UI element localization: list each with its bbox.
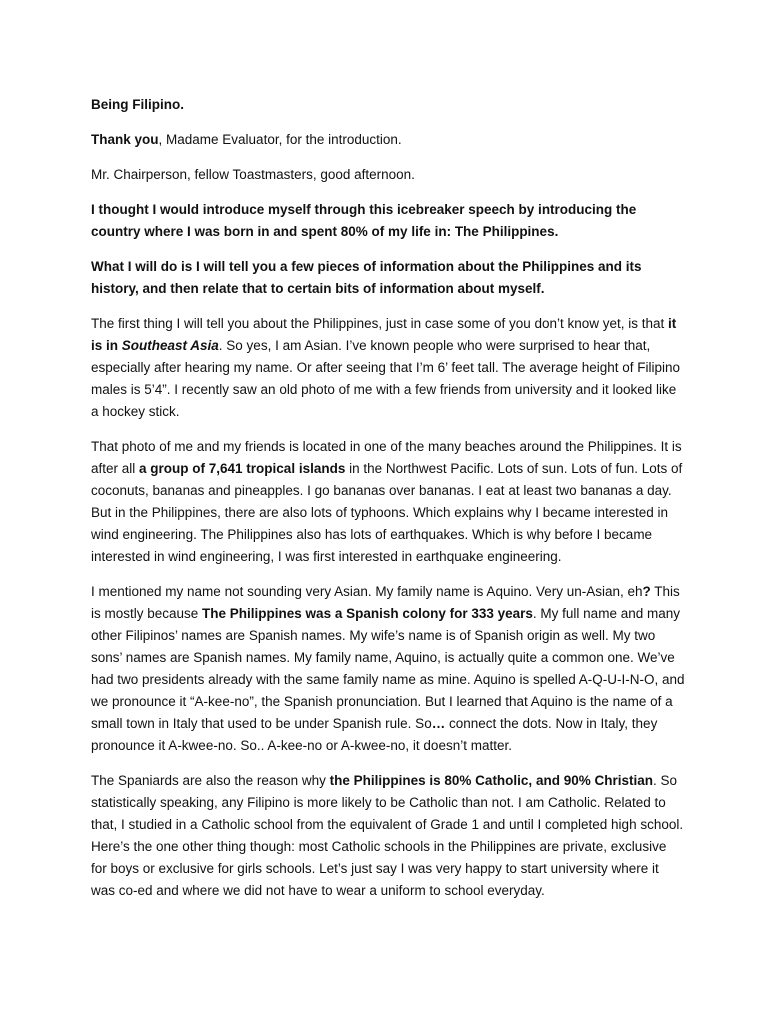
text-segment: the Philippines is 80% Catholic, and 90% Christian [329, 773, 653, 788]
text-segment: The Philippines was a Spanish colony for 333 years [202, 606, 533, 621]
text-segment: Being Filipino. [91, 97, 184, 112]
text-segment: The first thing I will tell you about the Philippines, just in case some of you don’t know yet, is that [91, 316, 669, 331]
text-segment: . So yes, I am Asian. I’ve known people who were surprised to hear that, especially after hearing my name. Or after seeing that I’m 6’ feet tall. The average height of Filipino males is 5’4”. I recently saw an old photo of me with a few friends from university and it looked like a hockey stick. [91, 338, 681, 419]
paragraph [91, 313, 685, 423]
text-segment: . My full name and many other Filipinos’ names are Spanish names. My wife’s name is of Spanish origin as well. My two sons’ names are Spanish names. My family name, Aquino, is actually quite a common one. We’ve had two presidents already with the same family name as mine. Aquino is spelled A-Q-U-I-N-O, and we pronounce it “A-kee-no”, the Spanish pronunciation. But I learned that Aquino is the name of a small town in Italy that used to be under Spanish rule. So [91, 606, 685, 731]
paragraph [91, 436, 685, 568]
text-segment: The Spaniards are also the reason why [91, 773, 330, 788]
text-segment: Mr. Chairperson, fellow Toastmasters, good afternoon. [91, 167, 415, 182]
text-segment: This is mostly because [91, 584, 680, 621]
text-segment: What I will do is I will tell you a few pieces of information about the Philippines and its history, and then relate that to certain bits of information about myself. [91, 259, 642, 296]
text-segment: ? [642, 584, 651, 599]
paragraph [91, 129, 685, 151]
text-segment: Thank you [91, 132, 159, 147]
paragraph [91, 199, 685, 243]
document-page [91, 94, 685, 915]
text-segment: connect the dots. Now in Italy, they pronounce it A-kwee-no. So.. A-kee-no or A-kwee-no, it doesn’t matter. [91, 716, 658, 753]
paragraph [91, 581, 685, 757]
text-segment: Southeast Asia [121, 338, 219, 353]
text-segment: a group of 7,641 tropical islands [139, 461, 346, 476]
text-segment: it is in [91, 316, 677, 353]
text-segment: … [431, 716, 446, 731]
text-segment: in the Northwest Pacific. Lots of sun. Lots of fun. Lots of coconuts, bananas and pineapples. I go bananas over bananas. I eat at least two bananas a day. But in the Philippines, there are also lots of typhoons. Which explains why I became interested in wind engineering. The Philippines also has lots of earthquakes. Which is why before I became interested in wind engineering, I was first interested in earthquake engineering. [91, 461, 683, 564]
text-segment: That photo of me and my friends is located in one of the many beaches around the Philippines. It is after all [91, 439, 682, 476]
text-segment: I mentioned my name not sounding very Asian. My family name is Aquino. Very un-Asian, eh [91, 584, 643, 599]
paragraph [91, 256, 685, 300]
text-segment: I thought I would introduce myself through this icebreaker speech by introducing the country where I was born in and spent 80% of my life in: The Philippines. [91, 202, 637, 239]
paragraph [91, 164, 685, 186]
paragraph [91, 94, 685, 116]
text-segment: , Madame Evaluator, for the introduction. [158, 132, 402, 147]
paragraph [91, 770, 685, 902]
text-segment: . So statistically speaking, any Filipino is more likely to be Catholic than not. I am Catholic. Related to that, I studied in a Catholic school from the equivalent of Grade 1 and until I completed high school. Here’s the one other thing though: most Catholic schools in the Philippines are private, exclusive for boys or exclusive for girls schools. Let’s just say I was very happy to start university where it was co-ed and where we did not have to wear a uniform to school everyday. [91, 773, 684, 898]
